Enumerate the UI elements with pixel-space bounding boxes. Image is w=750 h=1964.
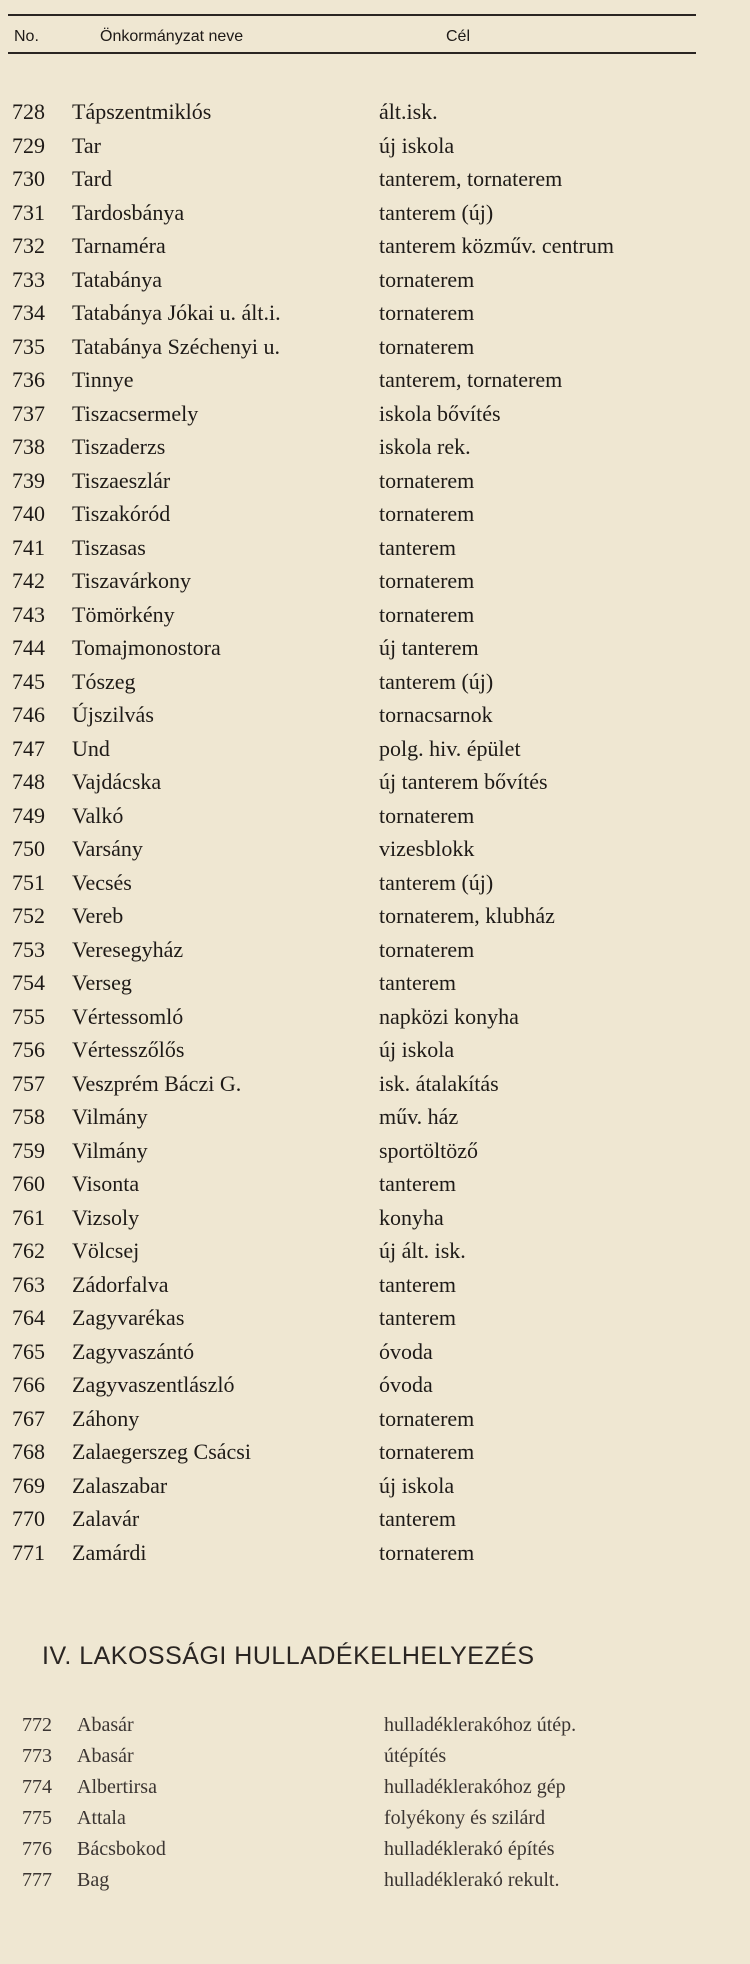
municipality-name: Tiszakóród <box>72 501 171 526</box>
row-number: 775 <box>22 1807 52 1829</box>
municipality-name: Zalavár <box>72 1506 140 1531</box>
row-number: 743 <box>12 601 45 627</box>
table-header <box>8 22 696 54</box>
municipality-name: Vértesszőlős <box>72 1037 185 1062</box>
row-number: 735 <box>12 333 45 359</box>
goal-text: tornaterem <box>379 936 475 962</box>
waste-section-list <box>22 1710 712 1896</box>
table-row <box>12 1100 702 1134</box>
municipality-name: Záhony <box>72 1405 140 1431</box>
municipality-name: Vecsés <box>72 869 132 895</box>
municipality-name: Veszprém Báczi G. <box>72 1070 242 1096</box>
row-number: 740 <box>12 501 45 526</box>
row-number: 761 <box>12 1204 45 1230</box>
municipality-name: Tápszentmiklós <box>72 99 212 124</box>
table-row <box>12 1033 702 1067</box>
table-row <box>12 531 702 565</box>
goal-text: tanterem <box>379 970 456 995</box>
municipality-name: Und <box>72 735 110 761</box>
table-row <box>12 1067 702 1101</box>
table-row <box>12 1536 702 1570</box>
row-number: 734 <box>12 300 45 325</box>
table-row <box>12 430 702 464</box>
municipality-name: Tatabánya <box>72 266 163 292</box>
table-row <box>12 1201 702 1235</box>
goal-text: új iskola <box>379 1472 455 1498</box>
table-row <box>12 1234 702 1268</box>
table-row <box>12 1268 702 1302</box>
municipality-name: Visonta <box>72 1171 140 1196</box>
row-number: 766 <box>12 1372 45 1397</box>
municipality-name: Vértessomló <box>72 1003 184 1029</box>
row-number: 777 <box>22 1869 52 1891</box>
municipality-name: Zalaegerszeg Csácsi <box>72 1439 251 1464</box>
municipality-name: Varsány <box>72 836 143 861</box>
table-row <box>12 263 702 297</box>
row-number: 739 <box>12 467 45 493</box>
table-row <box>12 832 702 866</box>
row-number: 750 <box>12 836 45 861</box>
goal-text: hulladéklerakóhoz útép. <box>384 1714 577 1736</box>
table-row <box>22 1865 712 1896</box>
row-number: 730 <box>12 166 45 191</box>
table-row <box>12 95 702 129</box>
row-number: 756 <box>12 1037 45 1062</box>
goal-text: polg. hiv. épület <box>379 735 521 761</box>
goal-text: tornaterem <box>379 1439 475 1464</box>
municipality-name: Albertirsa <box>77 1776 157 1798</box>
table-row <box>12 1402 702 1436</box>
table-row <box>12 330 702 364</box>
goal-text: napközi konyha <box>379 1003 519 1029</box>
table-row <box>12 1469 702 1503</box>
municipality-name: Tatabánya Széchenyi u. <box>72 333 280 359</box>
municipality-name: Zádorfalva <box>72 1271 169 1297</box>
table-row <box>12 1167 702 1201</box>
goal-text: tanterem <box>379 534 456 560</box>
table-row <box>12 1301 702 1335</box>
goal-text: tanterem közműv. centrum <box>379 233 614 258</box>
table-row <box>22 1710 712 1741</box>
goal-text: hulladéklerakó építés <box>384 1838 555 1860</box>
goal-text: műv. ház <box>379 1104 459 1129</box>
municipality-name: Tatabánya Jókai u. ált.i. <box>72 300 281 325</box>
municipality-name: Tard <box>72 166 112 191</box>
row-number: 773 <box>22 1745 52 1767</box>
table-row <box>12 1134 702 1168</box>
row-number: 770 <box>12 1506 45 1531</box>
municipality-name: Zalaszabar <box>72 1472 168 1498</box>
row-number: 752 <box>12 903 45 928</box>
table-row <box>12 698 702 732</box>
municipality-name: Zamárdi <box>72 1539 147 1565</box>
municipality-name: Tinnye <box>72 367 134 392</box>
goal-text: tornaterem <box>379 802 475 828</box>
row-number: 771 <box>12 1539 45 1565</box>
municipality-name: Tömörkény <box>72 601 175 627</box>
goal-text: tanterem <box>379 1305 456 1330</box>
goal-text: tornaterem <box>379 333 475 359</box>
table-row <box>12 363 702 397</box>
municipality-name: Újszilvás <box>72 702 154 727</box>
section-title: IV. LAKOSSÁGI HULLADÉKELHELYEZÉS <box>42 1642 535 1670</box>
row-number: 744 <box>12 635 45 660</box>
municipality-name: Bag <box>77 1869 110 1891</box>
table-row <box>12 497 702 531</box>
municipality-name: Tiszasas <box>72 534 146 560</box>
goal-text: óvoda <box>379 1338 433 1364</box>
table-row <box>12 1000 702 1034</box>
goal-text: hulladéklerakóhoz gép <box>384 1776 566 1798</box>
row-number: 774 <box>22 1776 52 1798</box>
goal-text: tanterem <box>379 1171 456 1196</box>
goal-text: tornacsarnok <box>379 702 493 727</box>
goal-text: tanterem (új) <box>379 869 494 895</box>
table-row <box>12 129 702 163</box>
row-number: 764 <box>12 1305 45 1330</box>
municipality-name: Vereb <box>72 903 124 928</box>
goal-text: tornaterem, klubház <box>379 903 555 928</box>
table-row <box>12 732 702 766</box>
goal-text: tornaterem <box>379 300 475 325</box>
municipality-name: Völcsej <box>72 1238 140 1263</box>
goal-text: tanterem <box>379 1506 456 1531</box>
municipality-list <box>12 95 702 1569</box>
goal-text: tornaterem <box>379 467 475 493</box>
goal-text: konyha <box>379 1204 444 1230</box>
municipality-name: Zagyvaszentlászló <box>72 1372 235 1397</box>
table-row <box>12 631 702 665</box>
municipality-name: Attala <box>77 1807 126 1829</box>
table-row <box>12 665 702 699</box>
row-number: 748 <box>12 769 45 794</box>
row-number: 746 <box>12 702 45 727</box>
row-number: 738 <box>12 434 45 459</box>
row-number: 758 <box>12 1104 45 1129</box>
goal-text: új iskola <box>379 132 455 158</box>
row-number: 760 <box>12 1171 45 1196</box>
header-number: No. <box>14 28 39 45</box>
row-number: 767 <box>12 1405 45 1431</box>
row-number: 762 <box>12 1238 45 1263</box>
row-number: 751 <box>12 869 45 895</box>
goal-text: tanterem, tornaterem <box>379 166 563 191</box>
municipality-name: Tarnaméra <box>72 233 166 258</box>
municipality-name: Veresegyház <box>72 936 184 962</box>
header-municipality: Önkormányzat neve <box>100 28 244 45</box>
municipality-name: Abasár <box>77 1714 134 1736</box>
row-number: 753 <box>12 936 45 962</box>
row-number: 732 <box>12 233 45 258</box>
goal-text: új tanterem bővítés <box>379 769 548 794</box>
goal-text: új iskola <box>379 1037 455 1062</box>
row-number: 741 <box>12 534 45 560</box>
table-row <box>12 296 702 330</box>
municipality-name: Tiszaeszlár <box>72 467 171 493</box>
municipality-name: Zagyvarékas <box>72 1305 185 1330</box>
table-row <box>22 1834 712 1865</box>
goal-text: iskola rek. <box>379 434 471 459</box>
row-number: 731 <box>12 199 45 225</box>
municipality-name: Tiszacsermely <box>72 400 199 426</box>
row-number: 729 <box>12 132 45 158</box>
row-number: 776 <box>22 1838 52 1860</box>
goal-text: tanterem (új) <box>379 199 494 225</box>
table-row <box>12 397 702 431</box>
table-row <box>12 196 702 230</box>
municipality-name: Vizsoly <box>72 1204 140 1230</box>
row-number: 736 <box>12 367 45 392</box>
row-number: 757 <box>12 1070 45 1096</box>
goal-text: tanterem, tornaterem <box>379 367 563 392</box>
table-row <box>12 1502 702 1536</box>
goal-text: tornaterem <box>379 568 475 593</box>
top-rule <box>8 14 696 16</box>
municipality-name: Tiszavárkony <box>72 568 191 593</box>
municipality-name: Zagyvaszántó <box>72 1338 195 1364</box>
municipality-name: Tomajmonostora <box>72 635 221 660</box>
table-row <box>12 1435 702 1469</box>
municipality-name: Tiszaderzs <box>72 434 166 459</box>
goal-text: tanterem (új) <box>379 668 494 694</box>
table-row <box>12 899 702 933</box>
goal-text: hulladéklerakó rekult. <box>384 1869 560 1891</box>
table-row <box>12 598 702 632</box>
table-row <box>12 1335 702 1369</box>
row-number: 733 <box>12 266 45 292</box>
goal-text: isk. átalakítás <box>379 1070 499 1096</box>
municipality-name: Tószeg <box>72 668 136 694</box>
table-row <box>22 1772 712 1803</box>
table-row <box>12 765 702 799</box>
municipality-name: Vajdácska <box>72 769 162 794</box>
row-number: 765 <box>12 1338 45 1364</box>
municipality-name: Tar <box>72 132 101 158</box>
row-number: 769 <box>12 1472 45 1498</box>
table-row <box>12 162 702 196</box>
goal-text: tornaterem <box>379 601 475 627</box>
goal-text: tornaterem <box>379 1539 475 1565</box>
row-number: 754 <box>12 970 45 995</box>
goal-text: útépítés <box>384 1745 447 1767</box>
row-number: 755 <box>12 1003 45 1029</box>
goal-text: folyékony és szilárd <box>384 1807 546 1829</box>
table-row <box>12 966 702 1000</box>
row-number: 728 <box>12 99 45 124</box>
goal-text: tornaterem <box>379 501 475 526</box>
municipality-name: Verseg <box>72 970 132 995</box>
row-number: 763 <box>12 1271 45 1297</box>
goal-text: óvoda <box>379 1372 433 1397</box>
row-number: 742 <box>12 568 45 593</box>
municipality-name: Valkó <box>72 802 124 828</box>
row-number: 768 <box>12 1439 45 1464</box>
goal-text: vizesblokk <box>379 836 475 861</box>
row-number: 747 <box>12 735 45 761</box>
municipality-name: Bácsbokod <box>77 1838 166 1860</box>
table-row <box>12 1368 702 1402</box>
table-row <box>22 1741 712 1772</box>
goal-text: ált.isk. <box>379 99 438 124</box>
municipality-name: Vilmány <box>72 1137 148 1163</box>
row-number: 745 <box>12 668 45 694</box>
goal-text: iskola bővítés <box>379 400 501 426</box>
table-row <box>12 799 702 833</box>
row-number: 772 <box>22 1714 52 1736</box>
table-row <box>12 229 702 263</box>
municipality-name: Abasár <box>77 1745 134 1767</box>
municipality-name: Vilmány <box>72 1104 148 1129</box>
goal-text: új tanterem <box>379 635 479 660</box>
table-row <box>12 464 702 498</box>
table-row <box>12 933 702 967</box>
goal-text: új ált. isk. <box>379 1238 466 1263</box>
goal-text: tornaterem <box>379 266 475 292</box>
header-goal: Cél <box>446 28 471 45</box>
goal-text: sportöltöző <box>379 1137 478 1163</box>
row-number: 749 <box>12 802 45 828</box>
municipality-name: Tardosbánya <box>72 199 185 225</box>
table-row <box>12 866 702 900</box>
table-row <box>12 564 702 598</box>
row-number: 737 <box>12 400 45 426</box>
goal-text: tornaterem <box>379 1405 475 1431</box>
row-number: 759 <box>12 1137 45 1163</box>
goal-text: tanterem <box>379 1271 456 1297</box>
table-row <box>22 1803 712 1834</box>
